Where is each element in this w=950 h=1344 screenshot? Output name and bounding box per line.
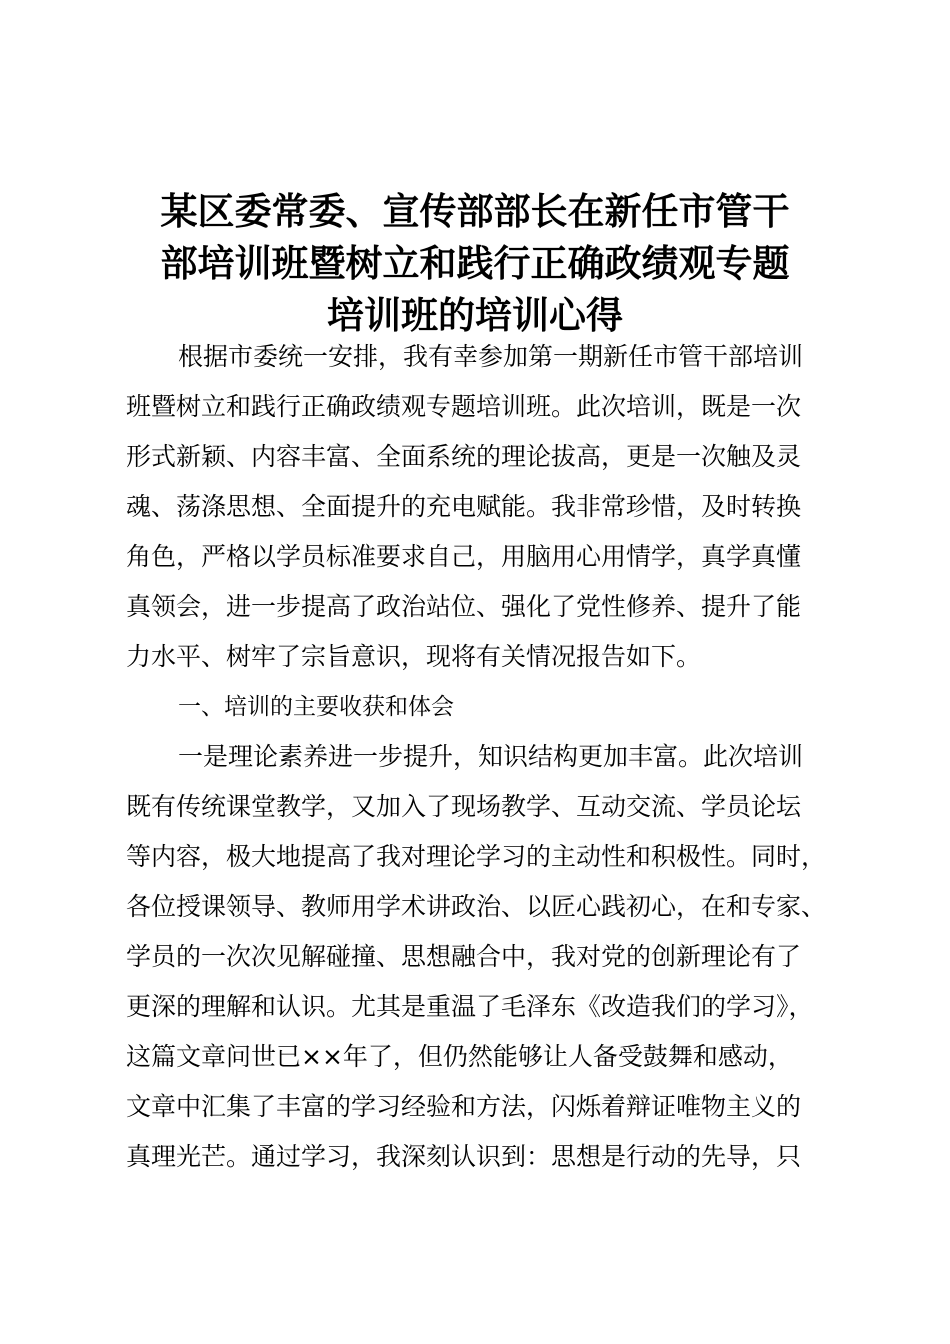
- paragraph-intro: [126, 332, 854, 682]
- text-line: 这篇文章问世已××年了，但仍然能够让人备受鼓舞和感动，: [126, 1042, 793, 1071]
- text-line: 等内容，极大地提高了我对理论学习的主动性和积极性。同时，: [126, 842, 827, 871]
- text-line: 文章中汇集了丰富的学习经验和方法，闪烁着辩证唯物主义的: [126, 1092, 802, 1121]
- title-line-3: 培训班的培训心得: [327, 294, 623, 337]
- title-line-1: 某区委常委、宣传部部长在新任市管干: [160, 190, 790, 233]
- document-body: [126, 332, 854, 1182]
- text-line: 学员的一次次见解碰撞、思想融合中，我对党的创新理论有了: [126, 942, 802, 971]
- text-line: 根据市委统一安排，我有幸参加第一期新任市管干部培训: [178, 342, 804, 371]
- text-line: 更深的理解和认识。尤其是重温了毛泽东《改造我们的学习》，: [126, 992, 814, 1021]
- text-line: 角色，严格以学员标准要求自己，用脑用心用情学，真学真懂: [126, 542, 802, 571]
- text-line: 既有传统课堂教学，又加入了现场教学、互动交流、学员论坛: [126, 792, 802, 821]
- text-line: 各位授课领导、教师用学术讲政治、以匠心践初心，在和专家、: [126, 892, 827, 921]
- text-line: 真理光芒。通过学习，我深刻认识到：思想是行动的先导，只: [126, 1142, 802, 1171]
- text-line: 魂、荡涤思想、全面提升的充电赋能。我非常珍惜，及时转换: [126, 492, 802, 521]
- text-line: 形式新颖、内容丰富、全面系统的理论拔高，更是一次触及灵: [126, 442, 802, 471]
- text-line: 一是理论素养进一步提升，知识结构更加丰富。此次培训: [178, 742, 804, 771]
- document-title: [112, 186, 838, 342]
- text-line: 班暨树立和践行正确政绩观专题培训班。此次培训，既是一次: [126, 392, 802, 421]
- text-line: 真领会，进一步提高了政治站位、强化了党性修养、提升了能: [126, 592, 802, 621]
- title-line-2: 部培训班暨树立和践行正确政绩观专题: [160, 242, 790, 285]
- text-line: 力水平、树牢了宗旨意识，现将有关情况报告如下。: [126, 642, 702, 671]
- section-heading-1: 一、培训的主要收获和体会: [178, 694, 454, 720]
- paragraph-theory: [126, 732, 854, 1182]
